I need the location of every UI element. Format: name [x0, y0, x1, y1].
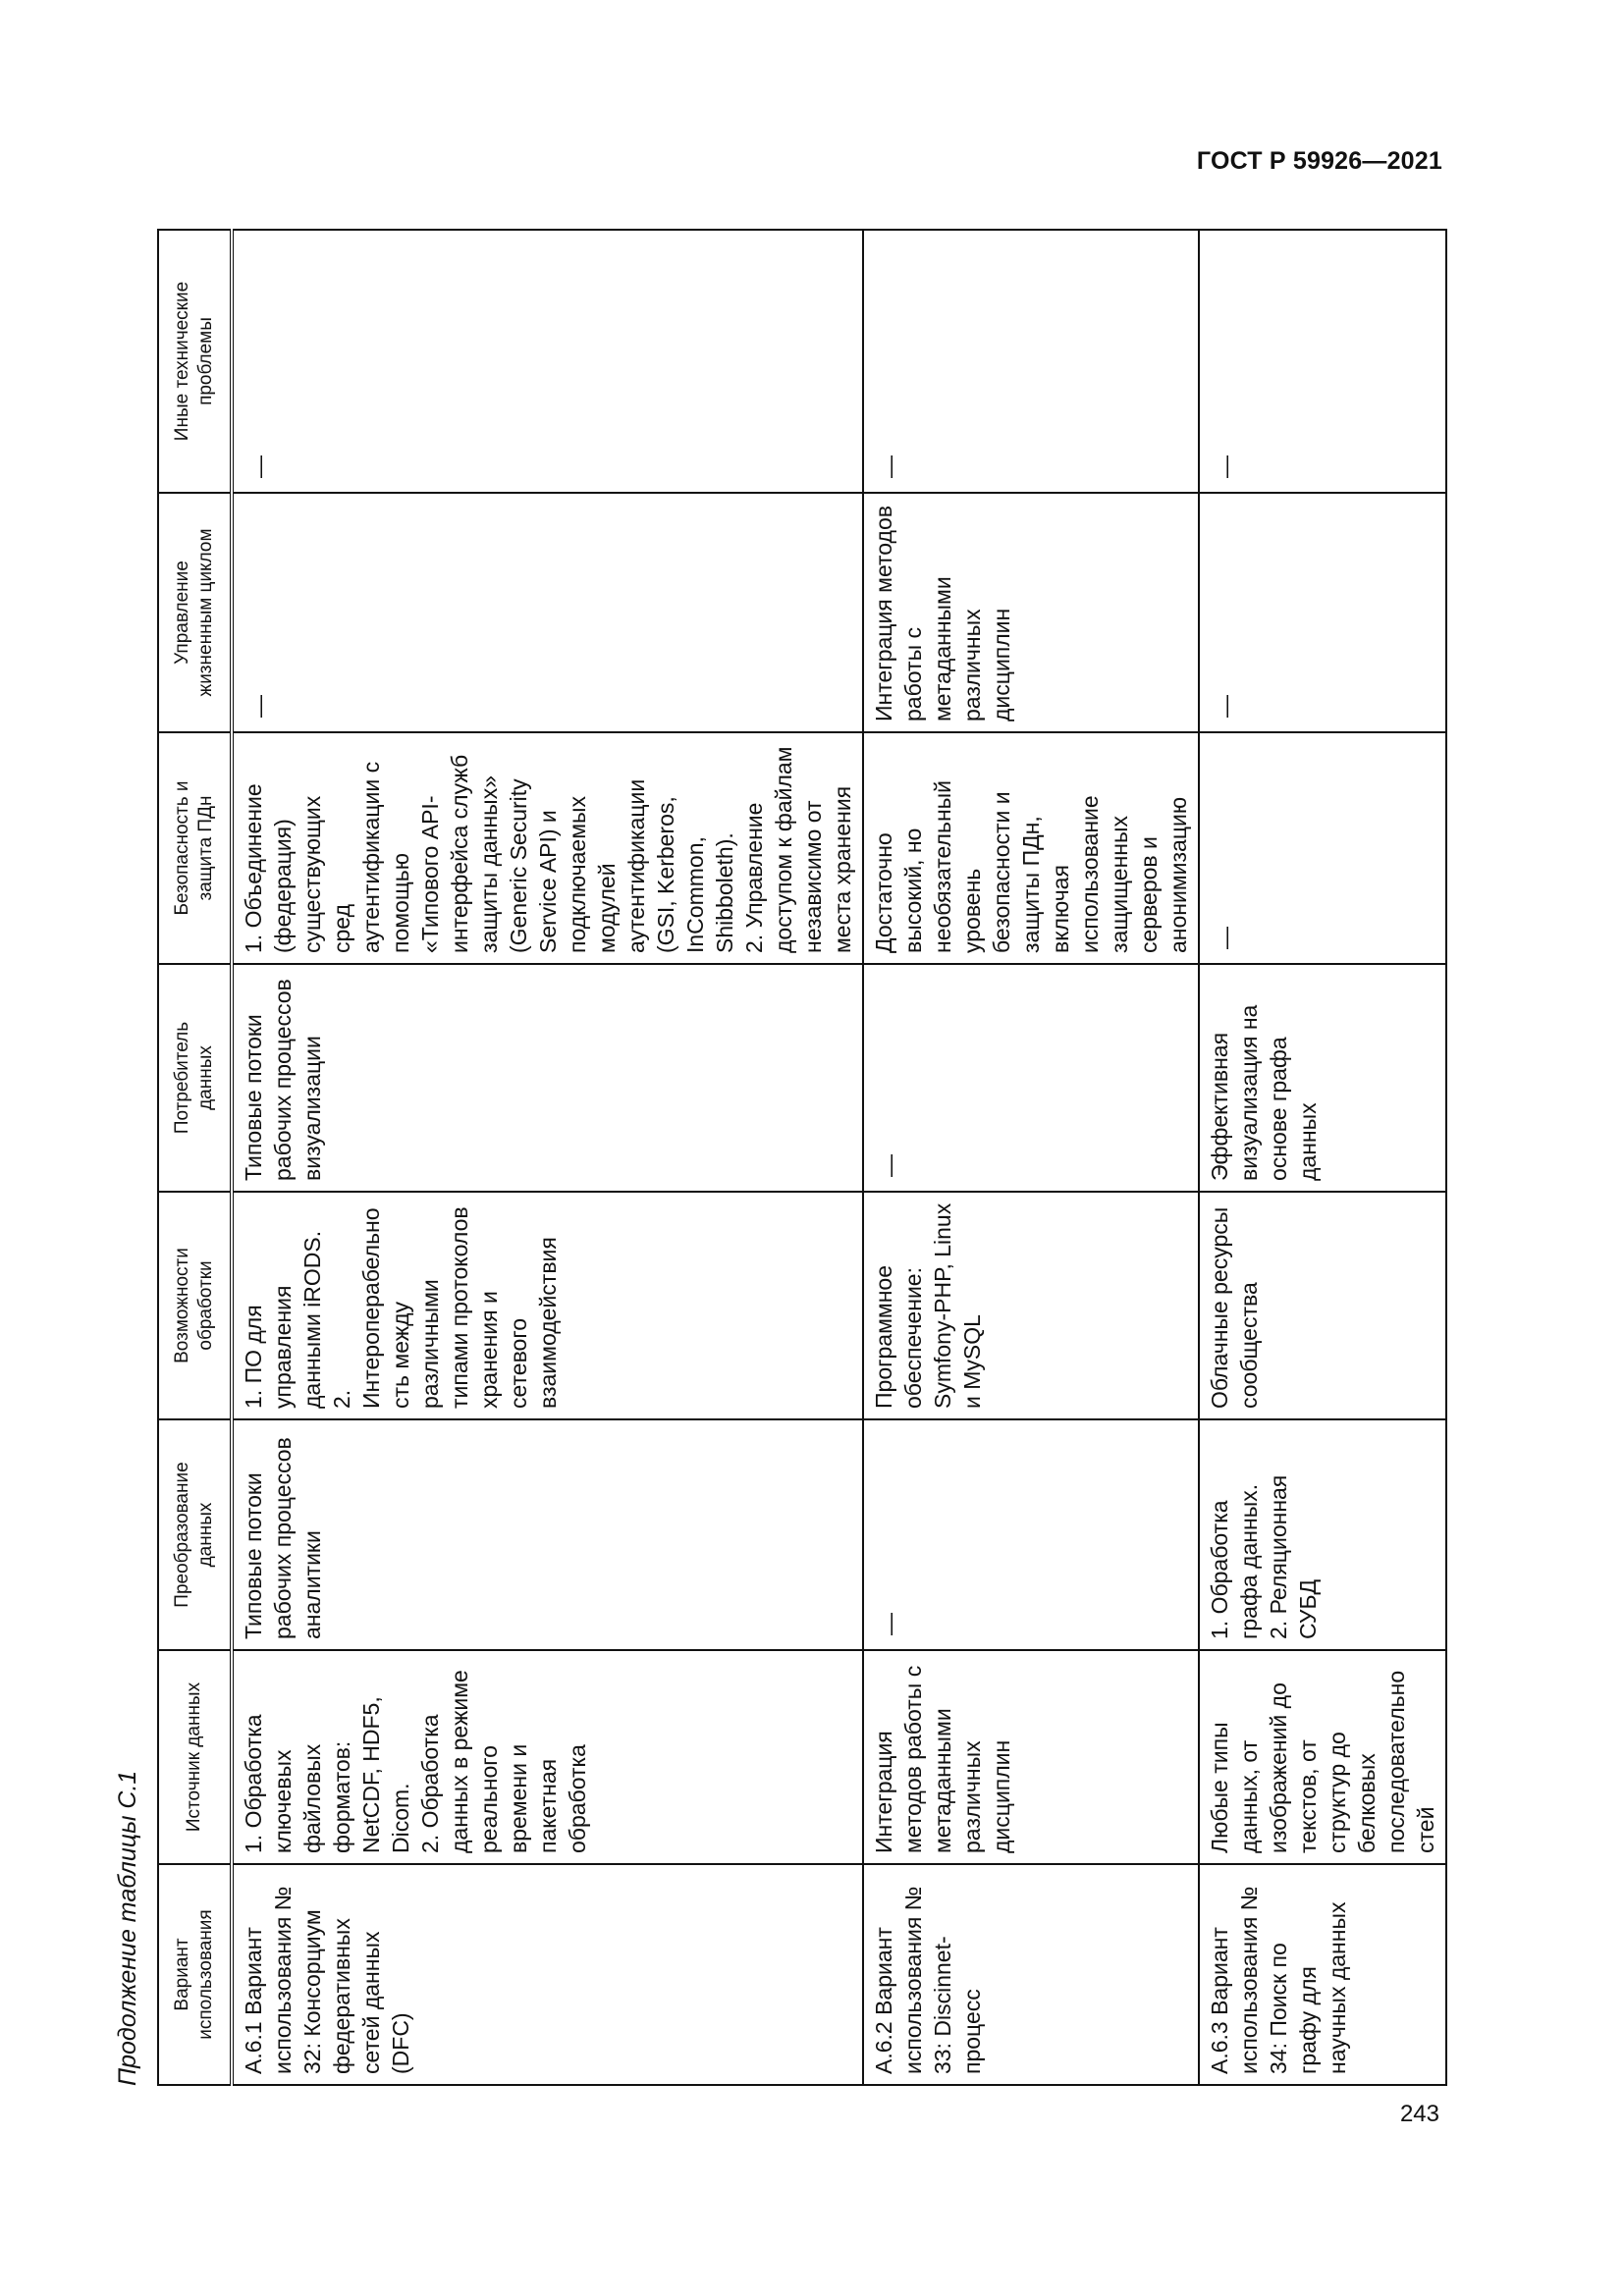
- cell-data-consumer: [863, 964, 1199, 1192]
- table-row: [863, 230, 1199, 2085]
- table-caption: Продолжение таблицы С.1: [114, 1770, 141, 2086]
- col-header-data-consumer: Потребитель данных: [158, 964, 232, 1192]
- cell-processing: Облачные ресурсы сообщества: [1199, 1192, 1446, 1419]
- col-header-data-source: Источник данных: [158, 1650, 232, 1864]
- cell-use-case: А.6.1 Вариант использования № 32: Консорциум федеративных сетей данных (DFC): [232, 1864, 863, 2085]
- cell-data-consumer: Типовые потоки рабочих процессов визуализации: [232, 964, 863, 1192]
- dash-mark: —: [877, 1613, 902, 1635]
- col-header-data-transformation: Преобразование данных: [158, 1419, 232, 1650]
- dash-mark: —: [246, 455, 272, 478]
- rotated-table-block: [110, 231, 1438, 2086]
- cell-processing: 1. ПО для управления данными iRODS. 2. Интероперабельность между различными типами протоколов хранения и сетевого взаимодействия: [232, 1192, 863, 1419]
- cell-data-transformation: Типовые потоки рабочих процессов аналитики: [232, 1419, 863, 1650]
- cell-use-case: А.6.2 Вариант использования № 33: Discinnet-процесс: [863, 1864, 1199, 2085]
- dash-mark: —: [246, 695, 272, 718]
- cell-data-source: 1. Обработка ключевых файловых форматов: NetCDF, HDF5, Dicom. 2. Обработка данных в режиме реального времени и пакетная обработка: [232, 1650, 863, 1864]
- cell-other: [1199, 230, 1446, 493]
- dash-mark: —: [1213, 455, 1238, 478]
- cell-use-case: А.6.3 Вариант использования № 34: Поиск по графу для научных данных: [1199, 1864, 1446, 2085]
- cell-other: [232, 230, 863, 493]
- page-number: 243: [1399, 2101, 1439, 2127]
- col-header-security: Безопасность и защита ПДн: [158, 732, 232, 964]
- dash-mark: —: [1213, 927, 1238, 949]
- cell-lifecycle: Интеграция методов работы с метаданными различных дисциплин: [863, 493, 1199, 732]
- table-row: [1199, 230, 1446, 2085]
- cell-processing: Программное обеспечение: Symfony-PHP, Linux и MySQL: [863, 1192, 1199, 1419]
- dash-mark: —: [1213, 695, 1238, 718]
- col-header-use-case: Вариант использования: [158, 1864, 232, 2085]
- col-header-other: Иные технические проблемы: [158, 230, 232, 493]
- document-code: ГОСТ Р 59926—2021: [1196, 147, 1442, 175]
- table-row: [232, 230, 863, 2085]
- cell-data-source: Интеграция методов работы с метаданными различных дисциплин: [863, 1650, 1199, 1864]
- dash-mark: —: [877, 455, 902, 478]
- cell-security: Достаточно высокий, но необязательный уровень безопасности и защиты ПДн, включая использование защищенных серверов и анонимизацию: [863, 732, 1199, 964]
- cell-lifecycle: [232, 493, 863, 732]
- table-header-row: [158, 230, 232, 2085]
- cell-lifecycle: [1199, 493, 1446, 732]
- cell-data-transformation: [863, 1419, 1199, 1650]
- col-header-lifecycle: Управление жизненным циклом: [158, 493, 232, 732]
- col-header-processing: Возможности обработки: [158, 1192, 232, 1419]
- data-table: [157, 229, 1447, 2086]
- cell-security: 1. Объединение (федерация) существующих сред аутентификации с помощью «Типового API-интерфейса служб защиты данных» (Generic Security Service API) и подключаемых модулей аутентификации (GSI, Kerberos, InCommon, Shibboleth). 2. Управление доступом к файлам независимо от места хранения: [232, 732, 863, 964]
- cell-security: [1199, 732, 1446, 964]
- dash-mark: —: [877, 1154, 902, 1177]
- cell-other: [863, 230, 1199, 493]
- cell-data-transformation: 1. Обработка графа данных. 2. Реляционная СУБД: [1199, 1419, 1446, 1650]
- cell-data-source: Любые типы данных, от изображений до текстов, от структур до белковых последовательностей: [1199, 1650, 1446, 1864]
- cell-data-consumer: Эффективная визуализация на основе графа данных: [1199, 964, 1446, 1192]
